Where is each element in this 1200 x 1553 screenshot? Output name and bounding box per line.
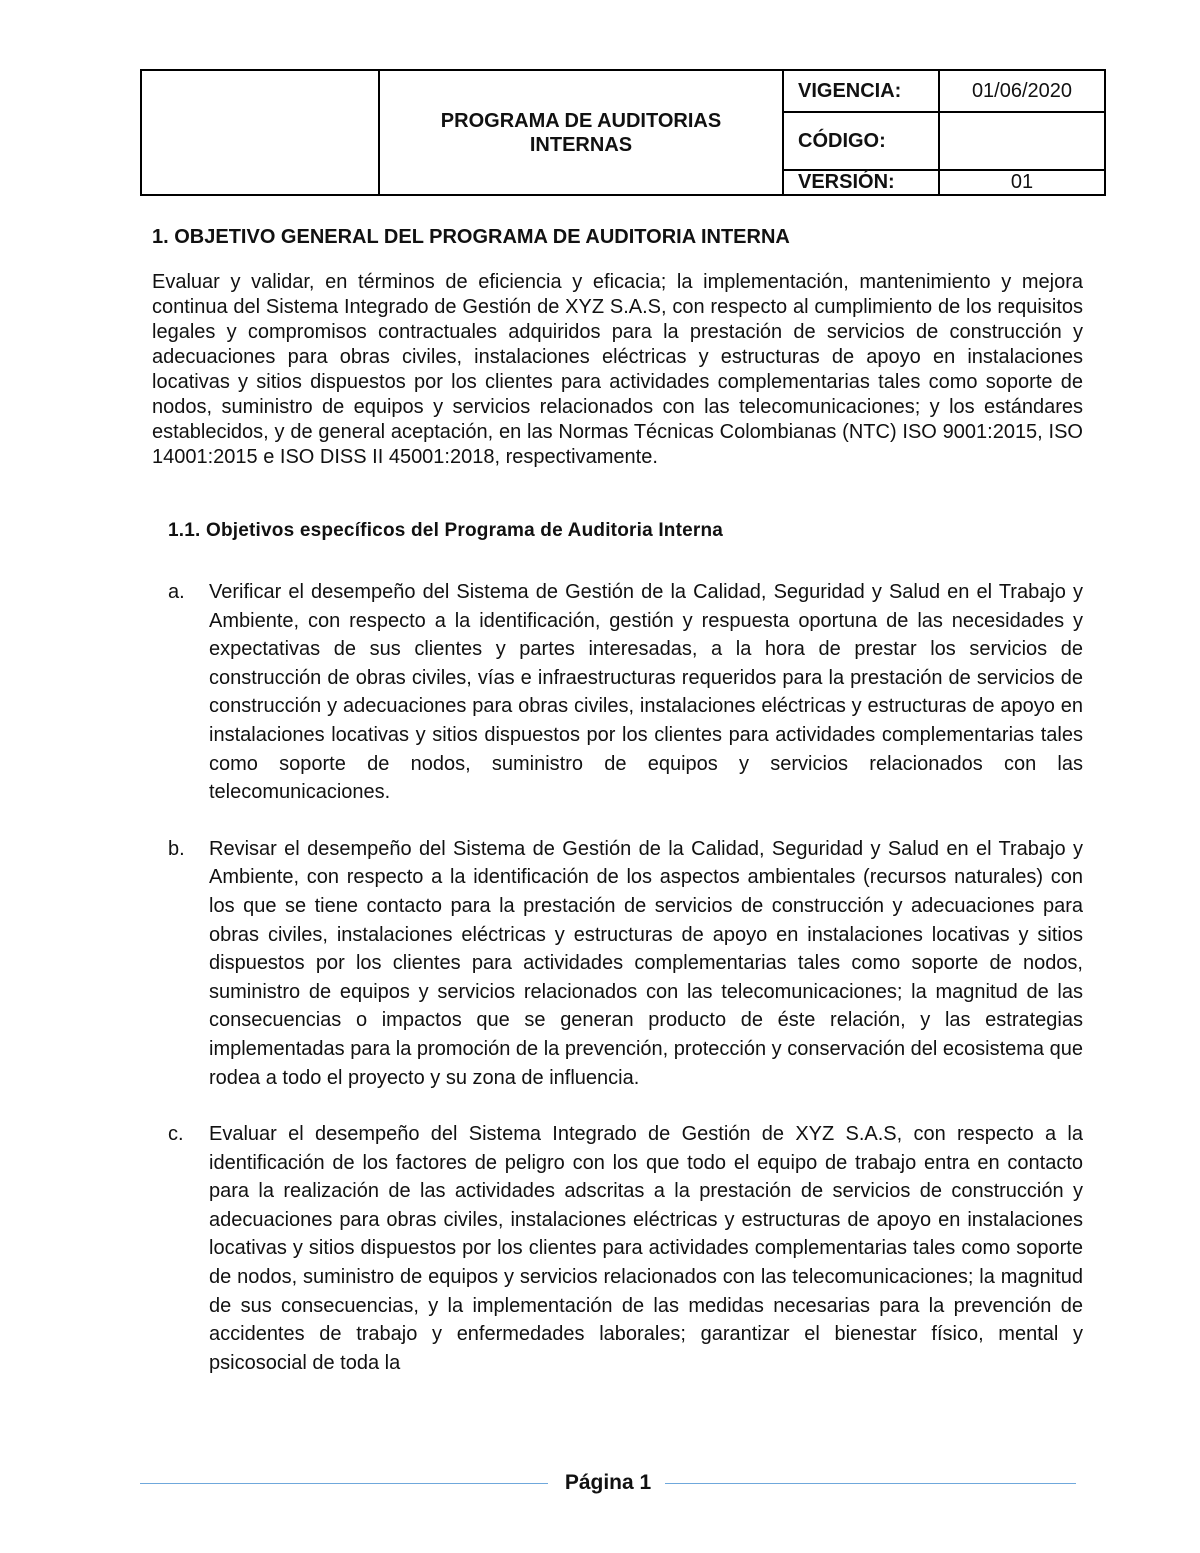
section-paragraph: Evaluar y validar, en términos de eficiencia y eficacia; la implementación, mantenimiento y mejora continua del Sistema Integrado de Gestión de XYZ S.A.S, con respecto al cumplimiento de los requisitos legales y compromisos contractuales adquiridos para la prestación de servicios de construcción y adecuaciones para obras civiles, instalaciones eléctricas y estructuras de apoyo en instalaciones locativas y sitios dispuestos por los clientes para actividades complementarias tales como soporte de nodos, suministro de equipos y servicios relacionados con las telecomunicaciones; y los estándares establecidos, y de general aceptación, en las Normas Técnicas Colombianas (NTC) ISO 9001:2015, ISO 14001:2015 e ISO DISS II 45001:2018, respectivamente. bbox=[152, 271, 1083, 468]
logo-cell bbox=[141, 70, 379, 195]
document-header-table bbox=[140, 69, 1106, 196]
list-marker: a. bbox=[168, 581, 185, 603]
section-heading: 1. OBJETIVO GENERAL DEL PROGRAMA DE AUDITORIA INTERNA bbox=[152, 226, 790, 248]
section-objetivo-general bbox=[152, 224, 1083, 541]
page-footer bbox=[140, 1469, 1076, 1497]
footer-divider-right bbox=[665, 1483, 1076, 1484]
list-item bbox=[152, 1120, 1083, 1378]
codigo-label: CÓDIGO: bbox=[783, 112, 939, 170]
list-item-text: Revisar el desempeño del Sistema de Gestión de la Calidad, Seguridad y Salud en el Trabajo y Ambiente, con respecto a la identificación de los aspectos ambientales (recursos naturales) con los que se tiene contacto para la prestación de servicios de construcción y adecuaciones para obras civiles, instalaciones eléctricas y estructuras de apoyo en instalaciones locativas y sitios dispuestos por los clientes para actividades complementarias tales como soporte de nodos, suministro de equipos y servicios relacionados con las telecomunicaciones; la magnitud de las consecuencias o impactos que se generan producto de éste relación, y las estrategias implementadas para la promoción de la prevención, protección y conservación del ecosistema que rodea a todo el proyecto y su zona de influencia. bbox=[209, 837, 1083, 1089]
vigencia-value: 01/06/2020 bbox=[939, 70, 1105, 112]
page-number: Página 1 bbox=[564, 1471, 652, 1494]
version-label: VERSIÓN: bbox=[783, 170, 939, 195]
version-value: 01 bbox=[939, 170, 1105, 195]
list-marker: c. bbox=[168, 1123, 184, 1146]
list-item bbox=[152, 578, 1083, 807]
subsection-heading: 1.1. Objetivos específicos del Programa de Auditoria Interna bbox=[168, 520, 724, 541]
title-line-1: PROGRAMA DE AUDITORIAS bbox=[440, 109, 722, 132]
list-marker: b. bbox=[168, 837, 185, 860]
list-item bbox=[152, 835, 1083, 1092]
codigo-value bbox=[939, 112, 1105, 170]
title-line-2: INTERNAS bbox=[529, 133, 633, 156]
objectives-list bbox=[152, 578, 1083, 1378]
list-item-text: Evaluar el desempeño del Sistema Integrado de Gestión de XYZ S.A.S, con respecto a la identificación de los factores de peligro con los que todo el equipo de trabajo entra en contacto para la realización de las actividades adscritas a la prestación de servicios de construcción y adecuaciones para obras civiles, instalaciones eléctricas y estructuras de apoyo en instalaciones locativas y sitios dispuestos por los clientes para actividades complementarias tales como soporte de nodos, suministro de equipos y servicios relacionados con las telecomunicaciones; la magnitud de sus consecuencias, y la implementación de las medidas necesarias para la prevención de accidentes de trabajo y enfermedades laborales; garantizar el bienestar físico, mental y psicosocial de toda la bbox=[209, 1123, 1083, 1374]
list-item-text: Verificar el desempeño del Sistema de Gestión de la Calidad, Seguridad y Salud en el Trabajo y Ambiente, con respecto a la identificación, gestión y respuesta oportuna de las necesidades y expectativas de sus clientes y partes interesadas, a la hora de prestar los servicios de construcción de obras civiles, vías e infraestructuras requeridos para la prestación de servicios de construcción y adecuaciones para obras civiles, instalaciones eléctricas y estructuras de apoyo en instalaciones locativas y sitios dispuestos por los clientes para actividades complementarias tales como soporte de nodos, suministro de equipos y servicios relacionados con las telecomunicaciones. bbox=[209, 581, 1083, 804]
document-title bbox=[379, 70, 783, 195]
vigencia-label: VIGENCIA: bbox=[783, 70, 939, 112]
